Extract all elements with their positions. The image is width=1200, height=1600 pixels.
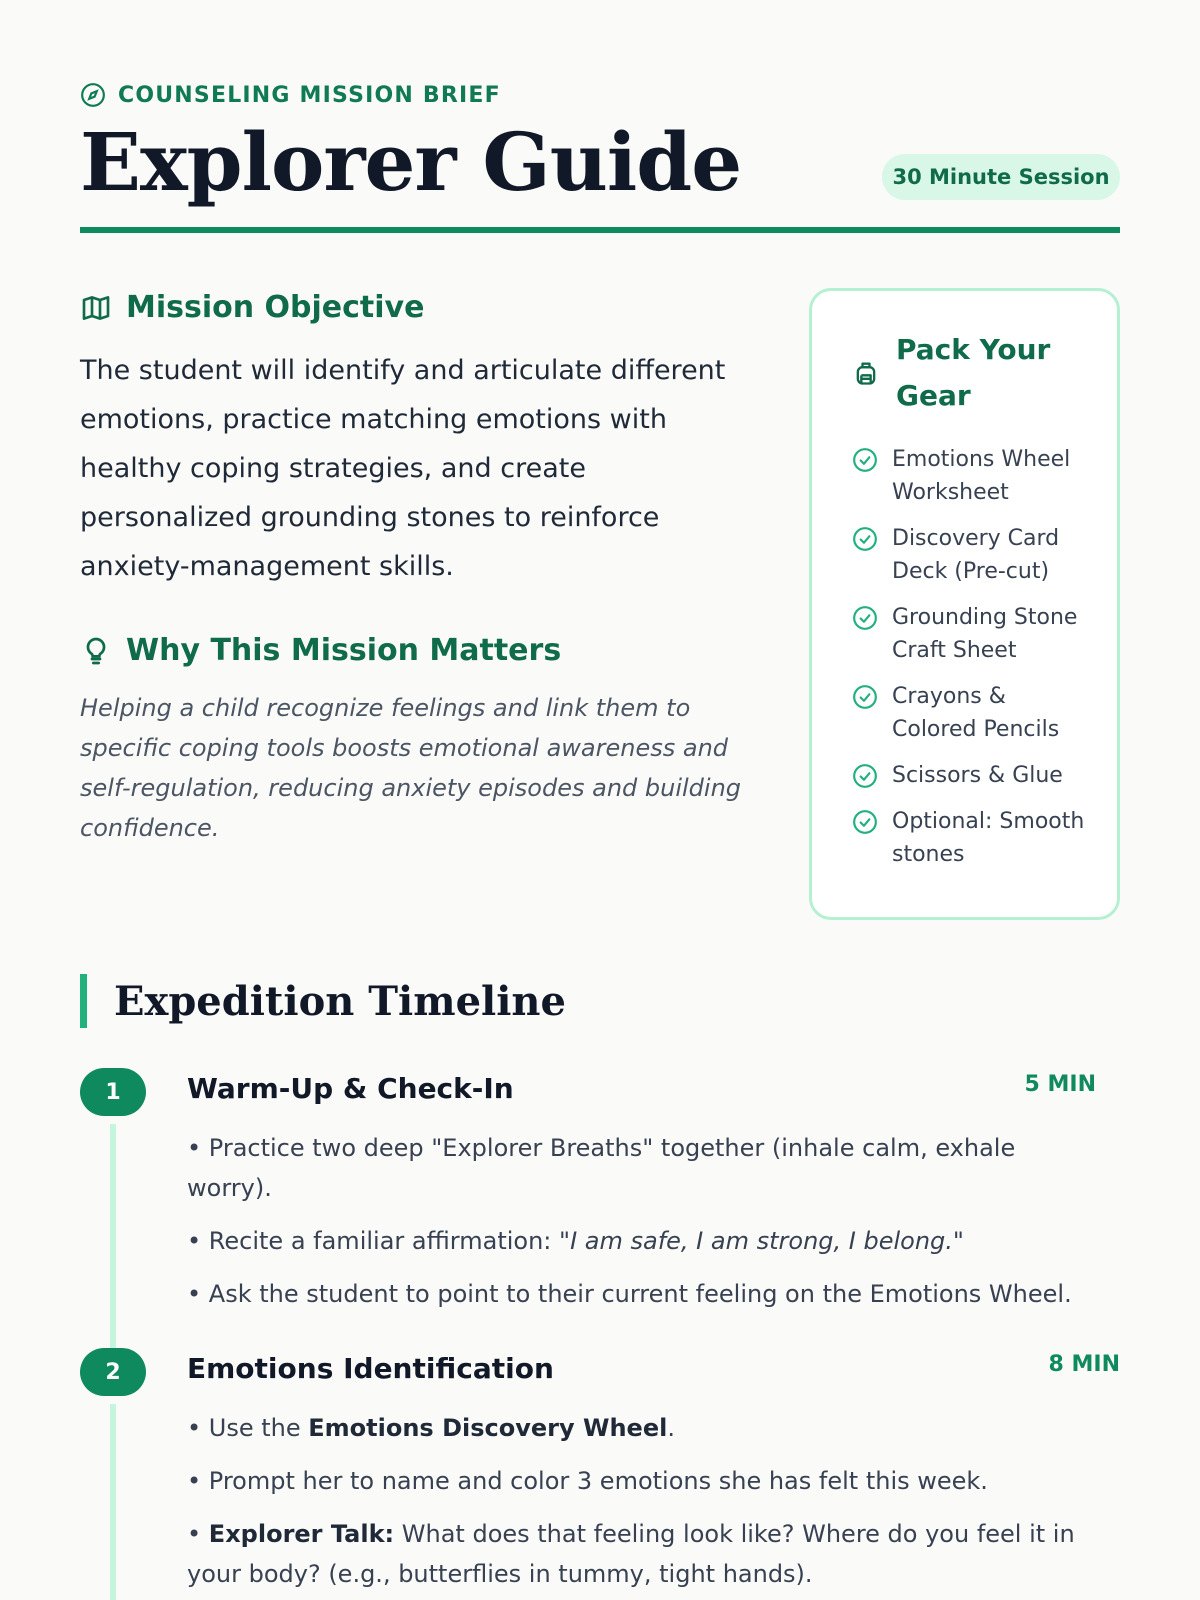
gear-item-label: Crayons & Colored Pencils <box>892 684 1060 742</box>
check-circle-icon <box>852 447 878 473</box>
header-divider <box>80 227 1120 233</box>
step-bullets <box>187 1408 1120 1600</box>
timeline-step-2 <box>80 1348 1120 1600</box>
step-connector <box>110 1124 116 1376</box>
step-duration: 8 MIN <box>1048 1352 1120 1377</box>
backpack-icon <box>852 359 880 387</box>
step-number: 1 <box>80 1068 146 1116</box>
objective-heading-text: Mission Objective <box>126 290 425 325</box>
page-title: Explorer Guide <box>80 115 742 209</box>
step-number: 2 <box>80 1348 146 1396</box>
eyebrow <box>80 82 501 108</box>
gear-item-label: Emotions Wheel Worksheet <box>892 447 1071 505</box>
gear-item <box>852 680 1097 746</box>
gear-item <box>852 522 1097 588</box>
check-circle-icon <box>852 763 878 789</box>
why-text: Helping a child recognize feelings and link them to specific coping tools boosts emotional awareness and self-regulation, reducing anxiety episodes and building confidence. <box>80 694 742 842</box>
lightbulb-icon <box>80 635 112 667</box>
gear-title: Pack Your Gear <box>896 333 1051 412</box>
gear-item-label: Scissors & Glue <box>892 763 1063 788</box>
timeline-step-1 <box>80 1068 1120 1320</box>
gear-card <box>809 288 1120 920</box>
step-bullet: • Use the Emotions Discovery Wheel. <box>187 1414 675 1442</box>
eyebrow-text: COUNSELING MISSION BRIEF <box>118 82 501 108</box>
step-title: Emotions Identification <box>187 1352 554 1385</box>
step-connector <box>110 1404 116 1600</box>
check-circle-icon <box>852 809 878 835</box>
gear-item <box>852 443 1097 509</box>
step-bullet: • Recite a familiar affirmation: "I am safe, I am strong, I belong." <box>187 1227 964 1255</box>
gear-item-label: Optional: Smooth stones <box>892 809 1085 867</box>
why-heading-text: Why This Mission Matters <box>126 633 562 668</box>
objective-heading <box>80 290 424 325</box>
objective-text: The student will identify and articulate different emotions, practice matching emotions with healthy coping strategies, and create personalized grounding stones to reinforce anxiety-management skills. <box>80 355 726 582</box>
gear-item-label: Grounding Stone Craft Sheet <box>892 605 1078 663</box>
step-bullet: • Explorer Talk: What does that feeling look like? Where do you feel it in your body? (e.g., butterflies in tummy, tight hands). <box>187 1520 1075 1588</box>
step-bullet: • Prompt her to name and color 3 emotions she has felt this week. <box>187 1467 988 1495</box>
gear-heading <box>852 327 1066 419</box>
step-title: Warm-Up & Check-In <box>187 1072 514 1105</box>
map-icon <box>80 292 112 324</box>
step-bullet: • Ask the student to point to their current feeling on the Emotions Wheel. <box>187 1280 1072 1308</box>
check-circle-icon <box>852 526 878 552</box>
timeline-heading: Expedition Timeline <box>80 974 566 1028</box>
step-duration: 5 MIN <box>1024 1072 1096 1097</box>
step-bullets <box>187 1128 1102 1327</box>
compass-icon <box>80 82 106 108</box>
check-circle-icon <box>852 684 878 710</box>
gear-item <box>852 601 1097 667</box>
session-badge: 30 Minute Session <box>882 154 1120 200</box>
check-circle-icon <box>852 605 878 631</box>
gear-item <box>852 759 1097 792</box>
why-heading <box>80 633 561 668</box>
gear-list <box>852 443 1097 884</box>
gear-item <box>852 805 1097 871</box>
step-bullet: • Practice two deep "Explorer Breaths" together (inhale calm, exhale worry). <box>187 1134 1016 1202</box>
gear-item-label: Discovery Card Deck (Pre-cut) <box>892 526 1060 584</box>
